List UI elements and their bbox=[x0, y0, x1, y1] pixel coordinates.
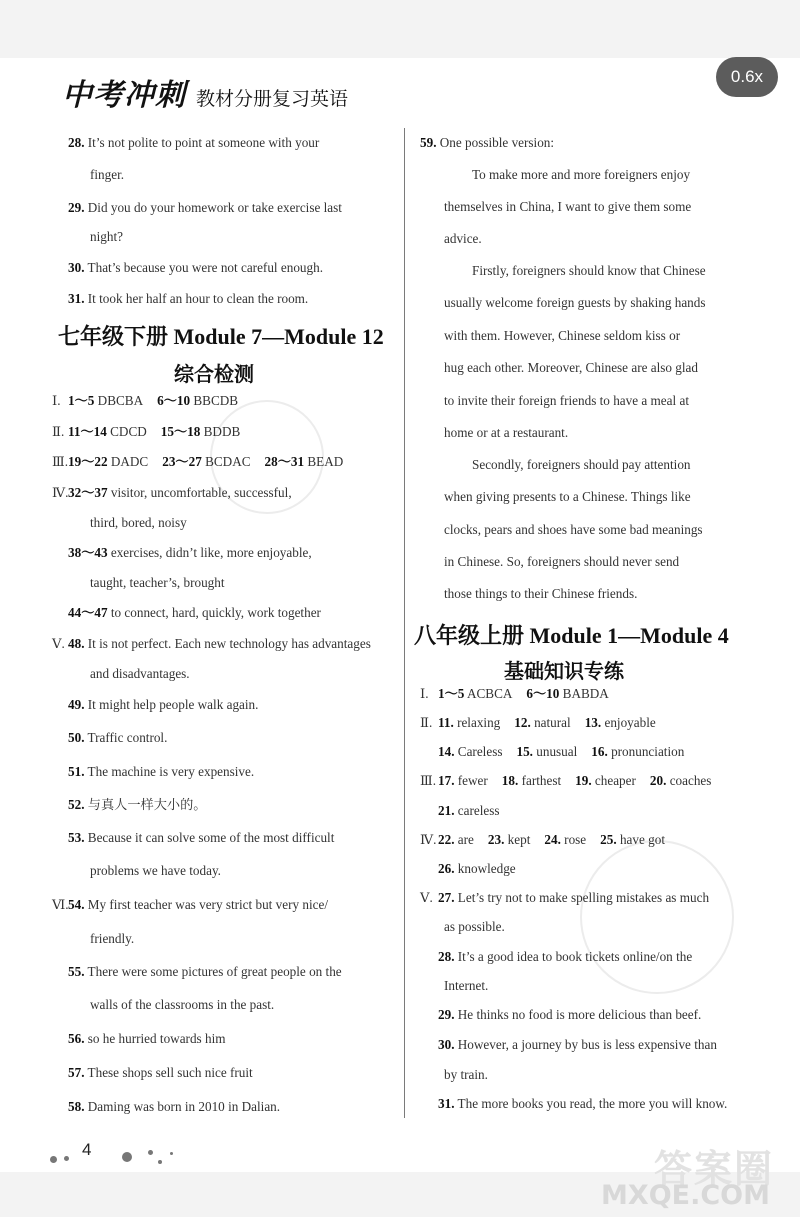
answer-text: rose bbox=[564, 832, 587, 847]
essay-line: To make more and more foreigners enjoy bbox=[472, 167, 691, 182]
answer-line bbox=[438, 1036, 717, 1054]
question-number: 21. bbox=[438, 803, 455, 818]
answer-line bbox=[68, 829, 334, 847]
answer-text: BCDAC bbox=[205, 454, 251, 469]
question-number: 24. bbox=[544, 832, 561, 847]
answer-text: have got bbox=[619, 832, 665, 847]
question-59-intro: One possible version: bbox=[439, 135, 555, 150]
question-number: 11. bbox=[438, 715, 454, 730]
answer-text: It might help people walk again. bbox=[87, 697, 259, 712]
answer-text: It’s a good idea to book tickets online/on the bbox=[457, 949, 693, 964]
essay-line: Secondly, foreigners should pay attention bbox=[472, 457, 691, 472]
page-number: 4 bbox=[82, 1140, 92, 1159]
answer-line bbox=[420, 685, 609, 703]
decor-dot bbox=[64, 1156, 69, 1161]
answer-line bbox=[438, 743, 684, 761]
answer-text: knowledge bbox=[457, 861, 516, 876]
question-number: 56. bbox=[68, 1031, 85, 1046]
answer-text: Internet. bbox=[444, 978, 489, 993]
answer-line bbox=[90, 166, 124, 184]
question-number: 13. bbox=[584, 715, 602, 730]
answer-line bbox=[68, 796, 206, 814]
essay-line: themselves in China, I want to give them some bbox=[444, 199, 692, 214]
section-subtitle-grade7: 综合检测 bbox=[174, 362, 254, 386]
question-number: 53. bbox=[68, 830, 85, 845]
answer-text: However, a journey by bus is less expensive than bbox=[457, 1037, 717, 1052]
roman-numeral: Ⅵ. bbox=[52, 897, 69, 912]
answer-line bbox=[68, 290, 308, 308]
answer-text: taught, teacher’s, brought bbox=[90, 575, 225, 590]
brand-logo-text: 中考冲刺 bbox=[62, 78, 186, 113]
answer-text: night? bbox=[90, 229, 123, 244]
question-number: 15. bbox=[516, 744, 533, 759]
answer-text: It took her half an hour to clean the room. bbox=[87, 291, 309, 306]
answer-text: He thinks no food is more delicious than beef. bbox=[457, 1007, 702, 1022]
answer-line bbox=[438, 802, 500, 820]
answer-text: kept bbox=[507, 832, 531, 847]
answer-text: enjoyable bbox=[604, 715, 656, 730]
question-number: 57. bbox=[68, 1065, 85, 1080]
answer-line bbox=[444, 918, 505, 936]
answer-line bbox=[444, 1066, 488, 1084]
answer-text: The more books you read, the more you will know. bbox=[457, 1096, 728, 1111]
decor-dot bbox=[122, 1152, 132, 1162]
answer-line bbox=[90, 574, 225, 592]
answer-line bbox=[90, 996, 274, 1014]
question-number: 52. bbox=[68, 797, 85, 812]
answer-line bbox=[52, 453, 343, 471]
answer-line bbox=[52, 635, 371, 653]
decor-dot bbox=[50, 1156, 57, 1163]
answer-line bbox=[90, 514, 187, 532]
question-number: 11～14 bbox=[68, 424, 107, 439]
answer-line bbox=[444, 977, 488, 995]
essay-line: hug each other. Moreover, Chinese are also glad bbox=[444, 360, 698, 375]
question-number: 30. bbox=[438, 1037, 455, 1052]
answer-line bbox=[68, 1098, 280, 1116]
answer-line bbox=[68, 544, 312, 562]
answer-text: DADC bbox=[110, 454, 149, 469]
question-number: 1～5 bbox=[438, 686, 465, 701]
question-number: 51. bbox=[68, 764, 85, 779]
answer-line bbox=[68, 729, 167, 747]
answer-text: visitor, uncomfortable, successful, bbox=[110, 485, 292, 500]
answer-text: unusual bbox=[536, 744, 578, 759]
essay-line: in Chinese. So, foreigners should never send bbox=[444, 554, 680, 569]
question-number: 23. bbox=[487, 832, 505, 847]
answer-line bbox=[68, 696, 258, 714]
watermark-logo: 答案圈 bbox=[653, 1147, 774, 1191]
question-59 bbox=[420, 134, 554, 152]
question-number: 16. bbox=[591, 744, 608, 759]
answer-line bbox=[68, 604, 321, 622]
answer-text: walls of the classrooms in the past. bbox=[90, 997, 275, 1012]
column-divider bbox=[404, 128, 405, 1118]
answer-text: Let’s try not to make spelling mistakes as much bbox=[457, 890, 710, 905]
answer-text: There were some pictures of great people on the bbox=[87, 964, 342, 979]
answer-line bbox=[90, 930, 134, 948]
answer-text: Did you do your homework or take exercise last bbox=[87, 200, 342, 215]
roman-numeral: Ⅴ. bbox=[52, 636, 65, 651]
roman-numeral: Ⅰ. bbox=[420, 686, 429, 701]
question-number: 17. bbox=[438, 773, 455, 788]
answer-text: Traffic control. bbox=[87, 730, 168, 745]
answer-text: 与真人一样大小的。 bbox=[87, 797, 207, 812]
question-number: 19. bbox=[575, 773, 592, 788]
question-number: 6～10 bbox=[526, 686, 560, 701]
roman-numeral: Ⅴ. bbox=[420, 890, 433, 905]
question-number: 58. bbox=[68, 1099, 85, 1114]
answer-text: BDDB bbox=[203, 424, 241, 439]
roman-numeral: Ⅲ. bbox=[420, 773, 437, 788]
essay-line: advice. bbox=[444, 231, 482, 246]
answer-line bbox=[420, 772, 711, 790]
answer-text: pronunciation bbox=[611, 744, 685, 759]
answer-text: cheaper bbox=[594, 773, 636, 788]
viewer-top-bar bbox=[0, 0, 800, 58]
question-number: 12. bbox=[514, 715, 531, 730]
roman-numeral: Ⅳ. bbox=[420, 832, 437, 847]
question-number: 25. bbox=[600, 832, 617, 847]
question-number: 20. bbox=[649, 773, 667, 788]
answer-text: It’s not polite to point at someone with your bbox=[87, 135, 320, 150]
decor-dot bbox=[170, 1152, 173, 1155]
answer-line bbox=[68, 134, 319, 152]
question-number: 48. bbox=[68, 636, 85, 651]
answer-text: natural bbox=[534, 715, 571, 730]
answer-text: Because it can solve some of the most difficult bbox=[87, 830, 335, 845]
essay-line: those things to their Chinese friends. bbox=[444, 586, 638, 601]
question-number: 30. bbox=[68, 260, 85, 275]
answer-text: My first teacher was very strict but very nice/ bbox=[87, 897, 329, 912]
answer-text: friendly. bbox=[90, 931, 135, 946]
roman-numeral: Ⅱ. bbox=[420, 715, 433, 730]
book-subtitle: 教材分册复习英语 bbox=[196, 88, 349, 110]
question-number: 6～10 bbox=[157, 393, 191, 408]
page-header bbox=[62, 70, 348, 114]
question-number: 28. bbox=[438, 949, 455, 964]
answer-line bbox=[438, 1006, 701, 1024]
essay-line: when giving presents to a Chinese. Things like bbox=[444, 489, 691, 504]
answer-line bbox=[52, 484, 292, 502]
answer-text: BABDA bbox=[562, 686, 609, 701]
answer-text: problems we have today. bbox=[90, 863, 221, 878]
question-number: 29. bbox=[438, 1007, 455, 1022]
question-number: 54. bbox=[68, 897, 85, 912]
answer-text: relaxing bbox=[457, 715, 501, 730]
section-subtitle-grade8: 基础知识专练 bbox=[504, 659, 624, 683]
question-number: 28. bbox=[68, 135, 85, 150]
answer-text: CDCD bbox=[110, 424, 147, 439]
essay-line: clocks, pears and shoes have some bad meanings bbox=[444, 522, 703, 537]
answer-line bbox=[68, 199, 342, 217]
essay-line: home or at a restaurant. bbox=[444, 425, 569, 440]
zoom-level-badge[interactable]: 0.6x bbox=[716, 57, 778, 97]
answer-text: Careless bbox=[457, 744, 503, 759]
question-number: 31. bbox=[438, 1096, 455, 1111]
question-number: 19～22 bbox=[68, 454, 108, 469]
question-number: 49. bbox=[68, 697, 85, 712]
answer-text: It is not perfect. Each new technology has advantages bbox=[87, 636, 371, 651]
answer-line bbox=[68, 1064, 253, 1082]
essay-line: Firstly, foreigners should know that Chinese bbox=[472, 263, 706, 278]
question-number: 14. bbox=[438, 744, 455, 759]
answer-line bbox=[90, 665, 190, 683]
answer-text: by train. bbox=[444, 1067, 488, 1082]
question-number: 18. bbox=[501, 773, 519, 788]
roman-numeral: Ⅰ. bbox=[52, 393, 61, 408]
section-title-grade8: 八年级上册 Module 1—Module 4 bbox=[414, 623, 729, 648]
answer-line bbox=[52, 896, 328, 914]
answer-text: That’s because you were not careful enough. bbox=[87, 260, 323, 275]
answer-text: coaches bbox=[669, 773, 712, 788]
answer-text: ACBCA bbox=[466, 686, 513, 701]
question-number: 44～47 bbox=[68, 605, 108, 620]
answer-line bbox=[438, 860, 516, 878]
question-number: 27. bbox=[438, 890, 455, 905]
question-number: 55. bbox=[68, 964, 85, 979]
decor-dot bbox=[148, 1150, 153, 1155]
answer-line bbox=[68, 763, 254, 781]
answer-text: third, bored, noisy bbox=[90, 515, 187, 530]
answer-line bbox=[68, 1030, 226, 1048]
decor-dot bbox=[158, 1160, 162, 1164]
answer-line bbox=[52, 423, 240, 441]
question-number: 29. bbox=[68, 200, 85, 215]
answer-line bbox=[420, 889, 709, 907]
answer-line bbox=[438, 948, 692, 966]
essay-line: to invite their foreign friends to have a meal at bbox=[444, 393, 689, 408]
question-number: 26. bbox=[438, 861, 455, 876]
watermark-stamp bbox=[580, 840, 734, 994]
answer-text: finger. bbox=[90, 167, 125, 182]
question-number: 1～5 bbox=[68, 393, 95, 408]
answer-line bbox=[420, 831, 665, 849]
question-number: 59. bbox=[420, 135, 437, 150]
question-number: 22. bbox=[438, 832, 455, 847]
answer-line bbox=[90, 862, 221, 880]
answer-text: so he hurried towards him bbox=[87, 1031, 226, 1046]
answer-text: as possible. bbox=[444, 919, 505, 934]
answer-text: BBCDB bbox=[193, 393, 239, 408]
answer-text: careless bbox=[457, 803, 500, 818]
answer-line bbox=[68, 259, 323, 277]
section-title-grade7: 七年级下册 Module 7—Module 12 bbox=[58, 324, 384, 349]
watermark-url: MXQE.COM bbox=[601, 1180, 770, 1211]
answer-line bbox=[438, 1095, 727, 1113]
answer-text: The machine is very expensive. bbox=[87, 764, 255, 779]
answer-text: exercises, didn’t like, more enjoyable, bbox=[110, 545, 312, 560]
question-number: 38～43 bbox=[68, 545, 108, 560]
question-number: 23～27 bbox=[162, 454, 202, 469]
answer-text: farthest bbox=[521, 773, 562, 788]
question-number: 15～18 bbox=[160, 424, 201, 439]
essay-line: usually welcome foreign guests by shaking hands bbox=[444, 295, 706, 310]
answer-text: Daming was born in 2010 in Dalian. bbox=[87, 1099, 281, 1114]
answer-text: fewer bbox=[457, 773, 488, 788]
answer-line bbox=[68, 963, 342, 981]
question-number: 50. bbox=[68, 730, 85, 745]
answer-text: and disadvantages. bbox=[90, 666, 190, 681]
question-number: 28～31 bbox=[264, 454, 305, 469]
answer-text: are bbox=[457, 832, 474, 847]
roman-numeral: Ⅲ. bbox=[52, 454, 69, 469]
roman-numeral: Ⅳ. bbox=[52, 485, 69, 500]
answer-text: DBCBA bbox=[97, 393, 144, 408]
question-number: 32～37 bbox=[68, 485, 108, 500]
roman-numeral: Ⅱ. bbox=[52, 424, 65, 439]
answer-line bbox=[52, 392, 238, 410]
answer-text: BEAD bbox=[307, 454, 344, 469]
answer-line bbox=[420, 714, 656, 732]
question-number: 31. bbox=[68, 291, 85, 306]
answer-text: These shops sell such nice fruit bbox=[87, 1065, 253, 1080]
essay-line: with them. However, Chinese seldom kiss or bbox=[444, 328, 681, 343]
answer-line bbox=[90, 228, 123, 246]
answer-text: to connect, hard, quickly, work together bbox=[110, 605, 321, 620]
